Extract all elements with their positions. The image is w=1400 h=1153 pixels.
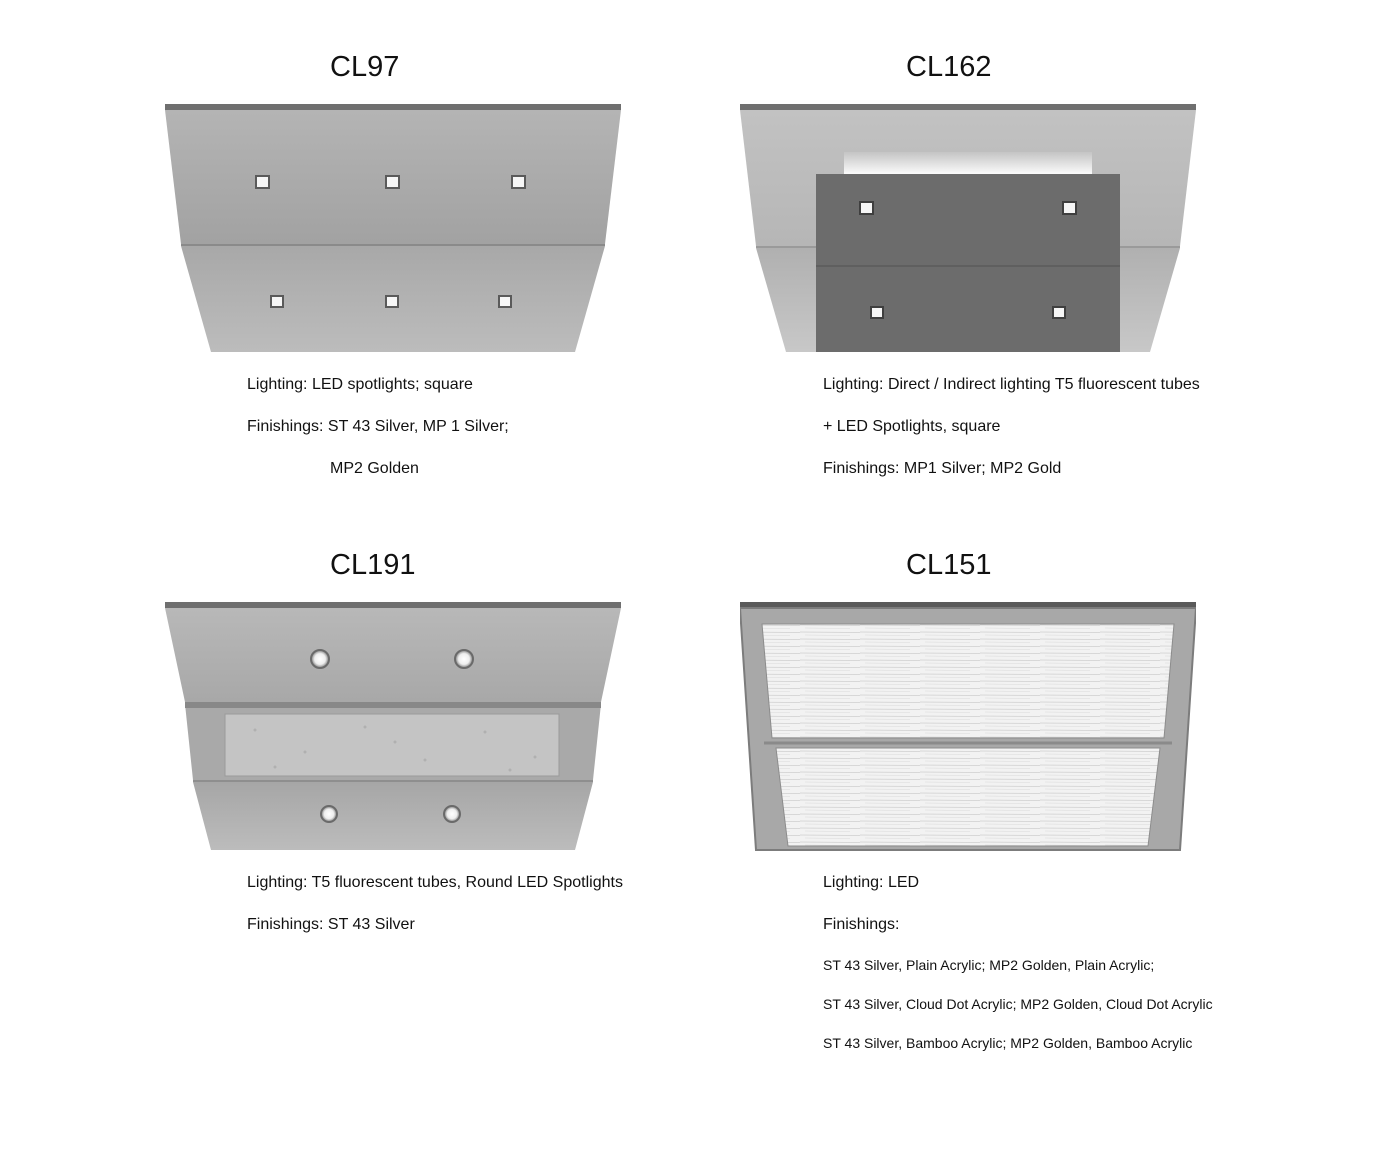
- cl162-finishings: Finishings: MP1 Silver; MP2 Gold: [823, 460, 1062, 477]
- cl191-lighting: Lighting: T5 fluorescent tubes, Round LED Spotlights: [247, 874, 623, 891]
- cl151-finish-option-bamboo: ST 43 Silver, Bamboo Acrylic; MP2 Golden, Bamboo Acrylic: [823, 1035, 1193, 1051]
- product-title-cl191: CL191: [330, 549, 416, 581]
- cl162-lighting: Lighting: Direct / Indirect lighting T5 fluorescent tubes: [823, 376, 1200, 393]
- ceiling-image-cl162: [740, 104, 1196, 354]
- product-title-cl162: CL162: [906, 51, 992, 83]
- ceiling-image-cl151: [740, 602, 1196, 852]
- cl191-finishings: Finishings: ST 43 Silver: [247, 916, 415, 933]
- ceiling-image-cl97: [165, 104, 621, 354]
- cl151-lighting: Lighting: LED: [823, 874, 920, 891]
- cl162-lighting-cont: + LED Spotlights, square: [823, 418, 1001, 435]
- ceiling-image-cl191: [165, 602, 621, 852]
- product-title-cl97: CL97: [330, 51, 400, 83]
- cl151-finish-option-plain: ST 43 Silver, Plain Acrylic; MP2 Golden, Plain Acrylic;: [823, 957, 1155, 973]
- cl151-finishings: Finishings:: [823, 916, 900, 933]
- cl97-finishings: Finishings: ST 43 Silver, MP 1 Silver;: [247, 418, 509, 435]
- cl97-finishings-cont: MP2 Golden: [330, 460, 419, 477]
- cl151-finish-option-cloud-dot: ST 43 Silver, Cloud Dot Acrylic; MP2 Golden, Cloud Dot Acrylic: [823, 996, 1213, 1012]
- product-title-cl151: CL151: [906, 549, 992, 581]
- cl97-lighting: Lighting: LED spotlights; square: [247, 376, 473, 393]
